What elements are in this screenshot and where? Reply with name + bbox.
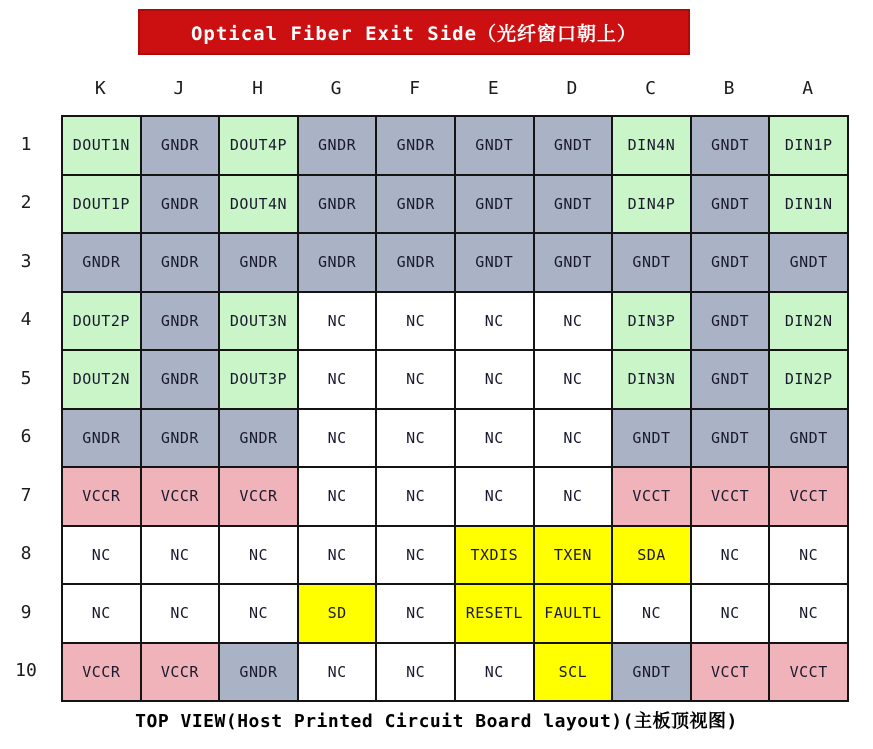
pin-f3: GNDR [376, 233, 455, 292]
pin-a1: DIN1P [769, 116, 848, 175]
pin-d10: SCL [534, 643, 613, 702]
row-header-4: 4 [20, 309, 32, 331]
pin-h8: NC [219, 526, 298, 585]
column-header-e: E [487, 77, 499, 99]
pin-f7: NC [376, 467, 455, 526]
pin-h7: VCCR [219, 467, 298, 526]
pin-d5: NC [534, 350, 613, 409]
row-header-9: 9 [20, 601, 32, 623]
pin-c8: SDA [612, 526, 691, 585]
pin-b4: GNDT [691, 292, 770, 351]
pin-e8: TXDIS [455, 526, 534, 585]
pin-f4: NC [376, 292, 455, 351]
pin-b3: GNDT [691, 233, 770, 292]
column-header-a: A [802, 77, 814, 99]
pin-j9: NC [141, 584, 220, 643]
row-header-2: 2 [20, 192, 32, 214]
pin-k3: GNDR [62, 233, 141, 292]
pin-k1: DOUT1N [62, 116, 141, 175]
pin-g2: GNDR [298, 175, 377, 234]
pin-g4: NC [298, 292, 377, 351]
column-header-b: B [723, 77, 735, 99]
pin-f1: GNDR [376, 116, 455, 175]
row-header-10: 10 [15, 660, 37, 682]
pin-k6: GNDR [62, 409, 141, 468]
pin-f5: NC [376, 350, 455, 409]
pin-e5: NC [455, 350, 534, 409]
pin-c4: DIN3P [612, 292, 691, 351]
pin-c7: VCCT [612, 467, 691, 526]
pin-e7: NC [455, 467, 534, 526]
pin-e4: NC [455, 292, 534, 351]
pin-f9: NC [376, 584, 455, 643]
pin-d9: FAULTL [534, 584, 613, 643]
pin-a4: DIN2N [769, 292, 848, 351]
pin-g7: NC [298, 467, 377, 526]
pin-h4: DOUT3N [219, 292, 298, 351]
pin-f8: NC [376, 526, 455, 585]
row-header-8: 8 [20, 543, 32, 565]
pin-h3: GNDR [219, 233, 298, 292]
pin-a3: GNDT [769, 233, 848, 292]
pin-b7: VCCT [691, 467, 770, 526]
pin-h10: GNDR [219, 643, 298, 702]
pin-d4: NC [534, 292, 613, 351]
pin-c1: DIN4N [612, 116, 691, 175]
pin-f6: NC [376, 409, 455, 468]
pin-b1: GNDT [691, 116, 770, 175]
pin-b10: VCCT [691, 643, 770, 702]
pin-c3: GNDT [612, 233, 691, 292]
column-header-f: F [409, 77, 421, 99]
pin-f10: NC [376, 643, 455, 702]
pin-g9: SD [298, 584, 377, 643]
pin-k7: VCCR [62, 467, 141, 526]
pin-b9: NC [691, 584, 770, 643]
pin-k10: VCCR [62, 643, 141, 702]
pin-h1: DOUT4P [219, 116, 298, 175]
pin-b8: NC [691, 526, 770, 585]
pin-d2: GNDT [534, 175, 613, 234]
column-header-c: C [645, 77, 656, 99]
pin-a9: NC [769, 584, 848, 643]
pin-a7: VCCT [769, 467, 848, 526]
pin-g10: NC [298, 643, 377, 702]
pin-j4: GNDR [141, 292, 220, 351]
pin-e6: NC [455, 409, 534, 468]
banner-title: Optical Fiber Exit Side（光纤窗口朝上） [138, 9, 690, 55]
pin-e9: RESETL [455, 584, 534, 643]
pin-j7: VCCR [141, 467, 220, 526]
pin-j2: GNDR [141, 175, 220, 234]
pin-h9: NC [219, 584, 298, 643]
pin-j10: VCCR [141, 643, 220, 702]
pin-k4: DOUT2P [62, 292, 141, 351]
pin-a6: GNDT [769, 409, 848, 468]
pin-j3: GNDR [141, 233, 220, 292]
pin-a2: DIN1N [769, 175, 848, 234]
row-header-3: 3 [20, 250, 32, 272]
pin-c10: GNDT [612, 643, 691, 702]
column-header-k: K [94, 77, 106, 99]
caption: TOP VIEW(Host Printed Circuit Board layout)(主板顶视图) [135, 711, 738, 732]
pin-f2: GNDR [376, 175, 455, 234]
pin-e10: NC [455, 643, 534, 702]
pin-b6: GNDT [691, 409, 770, 468]
pin-k2: DOUT1P [62, 175, 141, 234]
column-headers [61, 69, 847, 107]
pin-k5: DOUT2N [62, 350, 141, 409]
pin-c5: DIN3N [612, 350, 691, 409]
row-header-7: 7 [20, 484, 32, 506]
column-header-j: J [173, 77, 185, 99]
pin-d3: GNDT [534, 233, 613, 292]
pin-c9: NC [612, 584, 691, 643]
pin-h5: DOUT3P [219, 350, 298, 409]
pin-k8: NC [62, 526, 141, 585]
pin-k9: NC [62, 584, 141, 643]
pin-j8: NC [141, 526, 220, 585]
row-header-1: 1 [20, 133, 32, 155]
pin-e3: GNDT [455, 233, 534, 292]
column-header-h: H [252, 77, 263, 99]
pin-b2: GNDT [691, 175, 770, 234]
pin-h2: DOUT4N [219, 175, 298, 234]
pin-d6: NC [534, 409, 613, 468]
pin-d7: NC [534, 467, 613, 526]
pin-a8: NC [769, 526, 848, 585]
row-headers [0, 115, 52, 700]
pin-g8: NC [298, 526, 377, 585]
pin-grid [61, 115, 849, 702]
pin-h6: GNDR [219, 409, 298, 468]
pin-g1: GNDR [298, 116, 377, 175]
pin-d8: TXEN [534, 526, 613, 585]
pin-g6: NC [298, 409, 377, 468]
pin-c2: DIN4P [612, 175, 691, 234]
pin-b5: GNDT [691, 350, 770, 409]
pin-d1: GNDT [534, 116, 613, 175]
row-header-6: 6 [20, 426, 32, 448]
pin-g5: NC [298, 350, 377, 409]
pin-a10: VCCT [769, 643, 848, 702]
pin-j5: GNDR [141, 350, 220, 409]
pin-c6: GNDT [612, 409, 691, 468]
pin-e1: GNDT [455, 116, 534, 175]
column-header-g: G [330, 77, 342, 99]
pin-g3: GNDR [298, 233, 377, 292]
pin-e2: GNDT [455, 175, 534, 234]
pin-a5: DIN2P [769, 350, 848, 409]
column-header-d: D [566, 77, 578, 99]
row-header-5: 5 [20, 367, 32, 389]
pin-j1: GNDR [141, 116, 220, 175]
pin-j6: GNDR [141, 409, 220, 468]
